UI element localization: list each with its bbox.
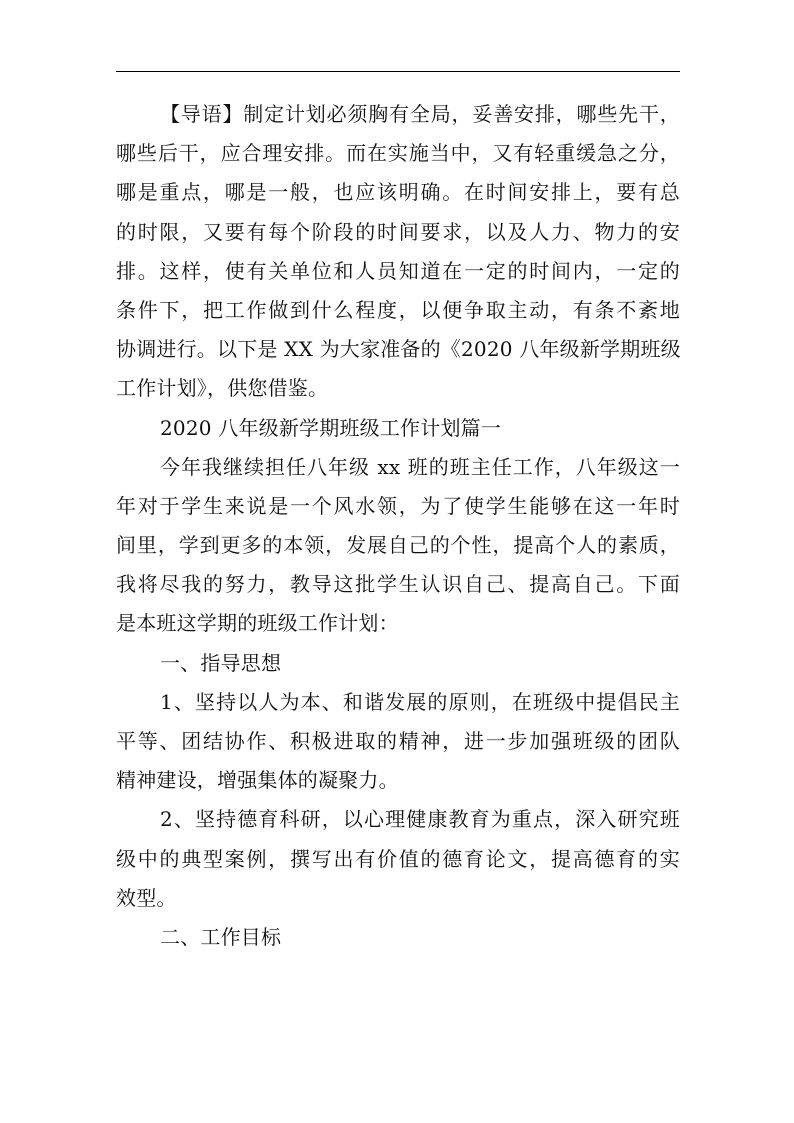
text-line: 2020 八年级新学期班级工作计划篇一: [160, 415, 502, 440]
text-line: 一、指导思想: [160, 650, 282, 675]
text-line: 是本班这学期的班级工作计划：: [116, 611, 399, 636]
document-body: [116, 95, 680, 957]
text-line: 二、工作目标: [160, 924, 282, 949]
text-line: 级中的典型案例，撰写出有价值的德育论文，提高德育的实: [116, 846, 680, 871]
header-rule: [116, 71, 680, 72]
text-line: 今年我继续担任八年级 xx 班的班主任工作，八年级这一: [160, 454, 680, 479]
text-line: 协调进行。以下是 XX 为大家准备的《2020 八年级新学期班级: [116, 337, 681, 362]
text-line: 哪是重点，哪是一般，也应该明确。在时间安排上，要有总: [116, 180, 680, 205]
text-line: 平等、团结协作、积极进取的精神，进一步加强班级的团队: [116, 729, 680, 753]
text-line: 的时限，又要有每个阶段的时间要求，以及人力、物力的安: [116, 219, 680, 244]
text-line: 排。这样，使有关单位和人员知道在一定的时间内，一定的: [116, 258, 680, 283]
text-line: 条件下，把工作做到什么程度，以便争取主动，有条不紊地: [116, 297, 680, 322]
text-line: 间里，学到更多的本领，发展自己的个性，提高个人的素质，: [116, 533, 680, 558]
text-line: 2、坚持德育科研，以心理健康教育为重点，深入研究班: [160, 807, 680, 832]
text-line: 效型。: [116, 885, 177, 910]
text-line: 我将尽我的努力，教导这批学生认识自己、提高自己。下面: [116, 572, 680, 597]
text-line: 1、坚持以人为本、和谐发展的原则，在班级中提倡民主: [160, 689, 680, 714]
text-line: 年对于学生来说是一个风水领，为了使学生能够在这一年时: [116, 493, 680, 518]
text-line: 哪些后干，应合理安排。而在实施当中，又有轻重缓急之分，: [116, 141, 680, 166]
text-line: 【导语】制定计划必须胸有全局，妥善安排，哪些先干，: [160, 102, 680, 126]
text-line: 精神建设，增强集体的凝聚力。: [116, 768, 399, 793]
text-line: 工作计划》，供您借鉴。: [116, 376, 329, 401]
